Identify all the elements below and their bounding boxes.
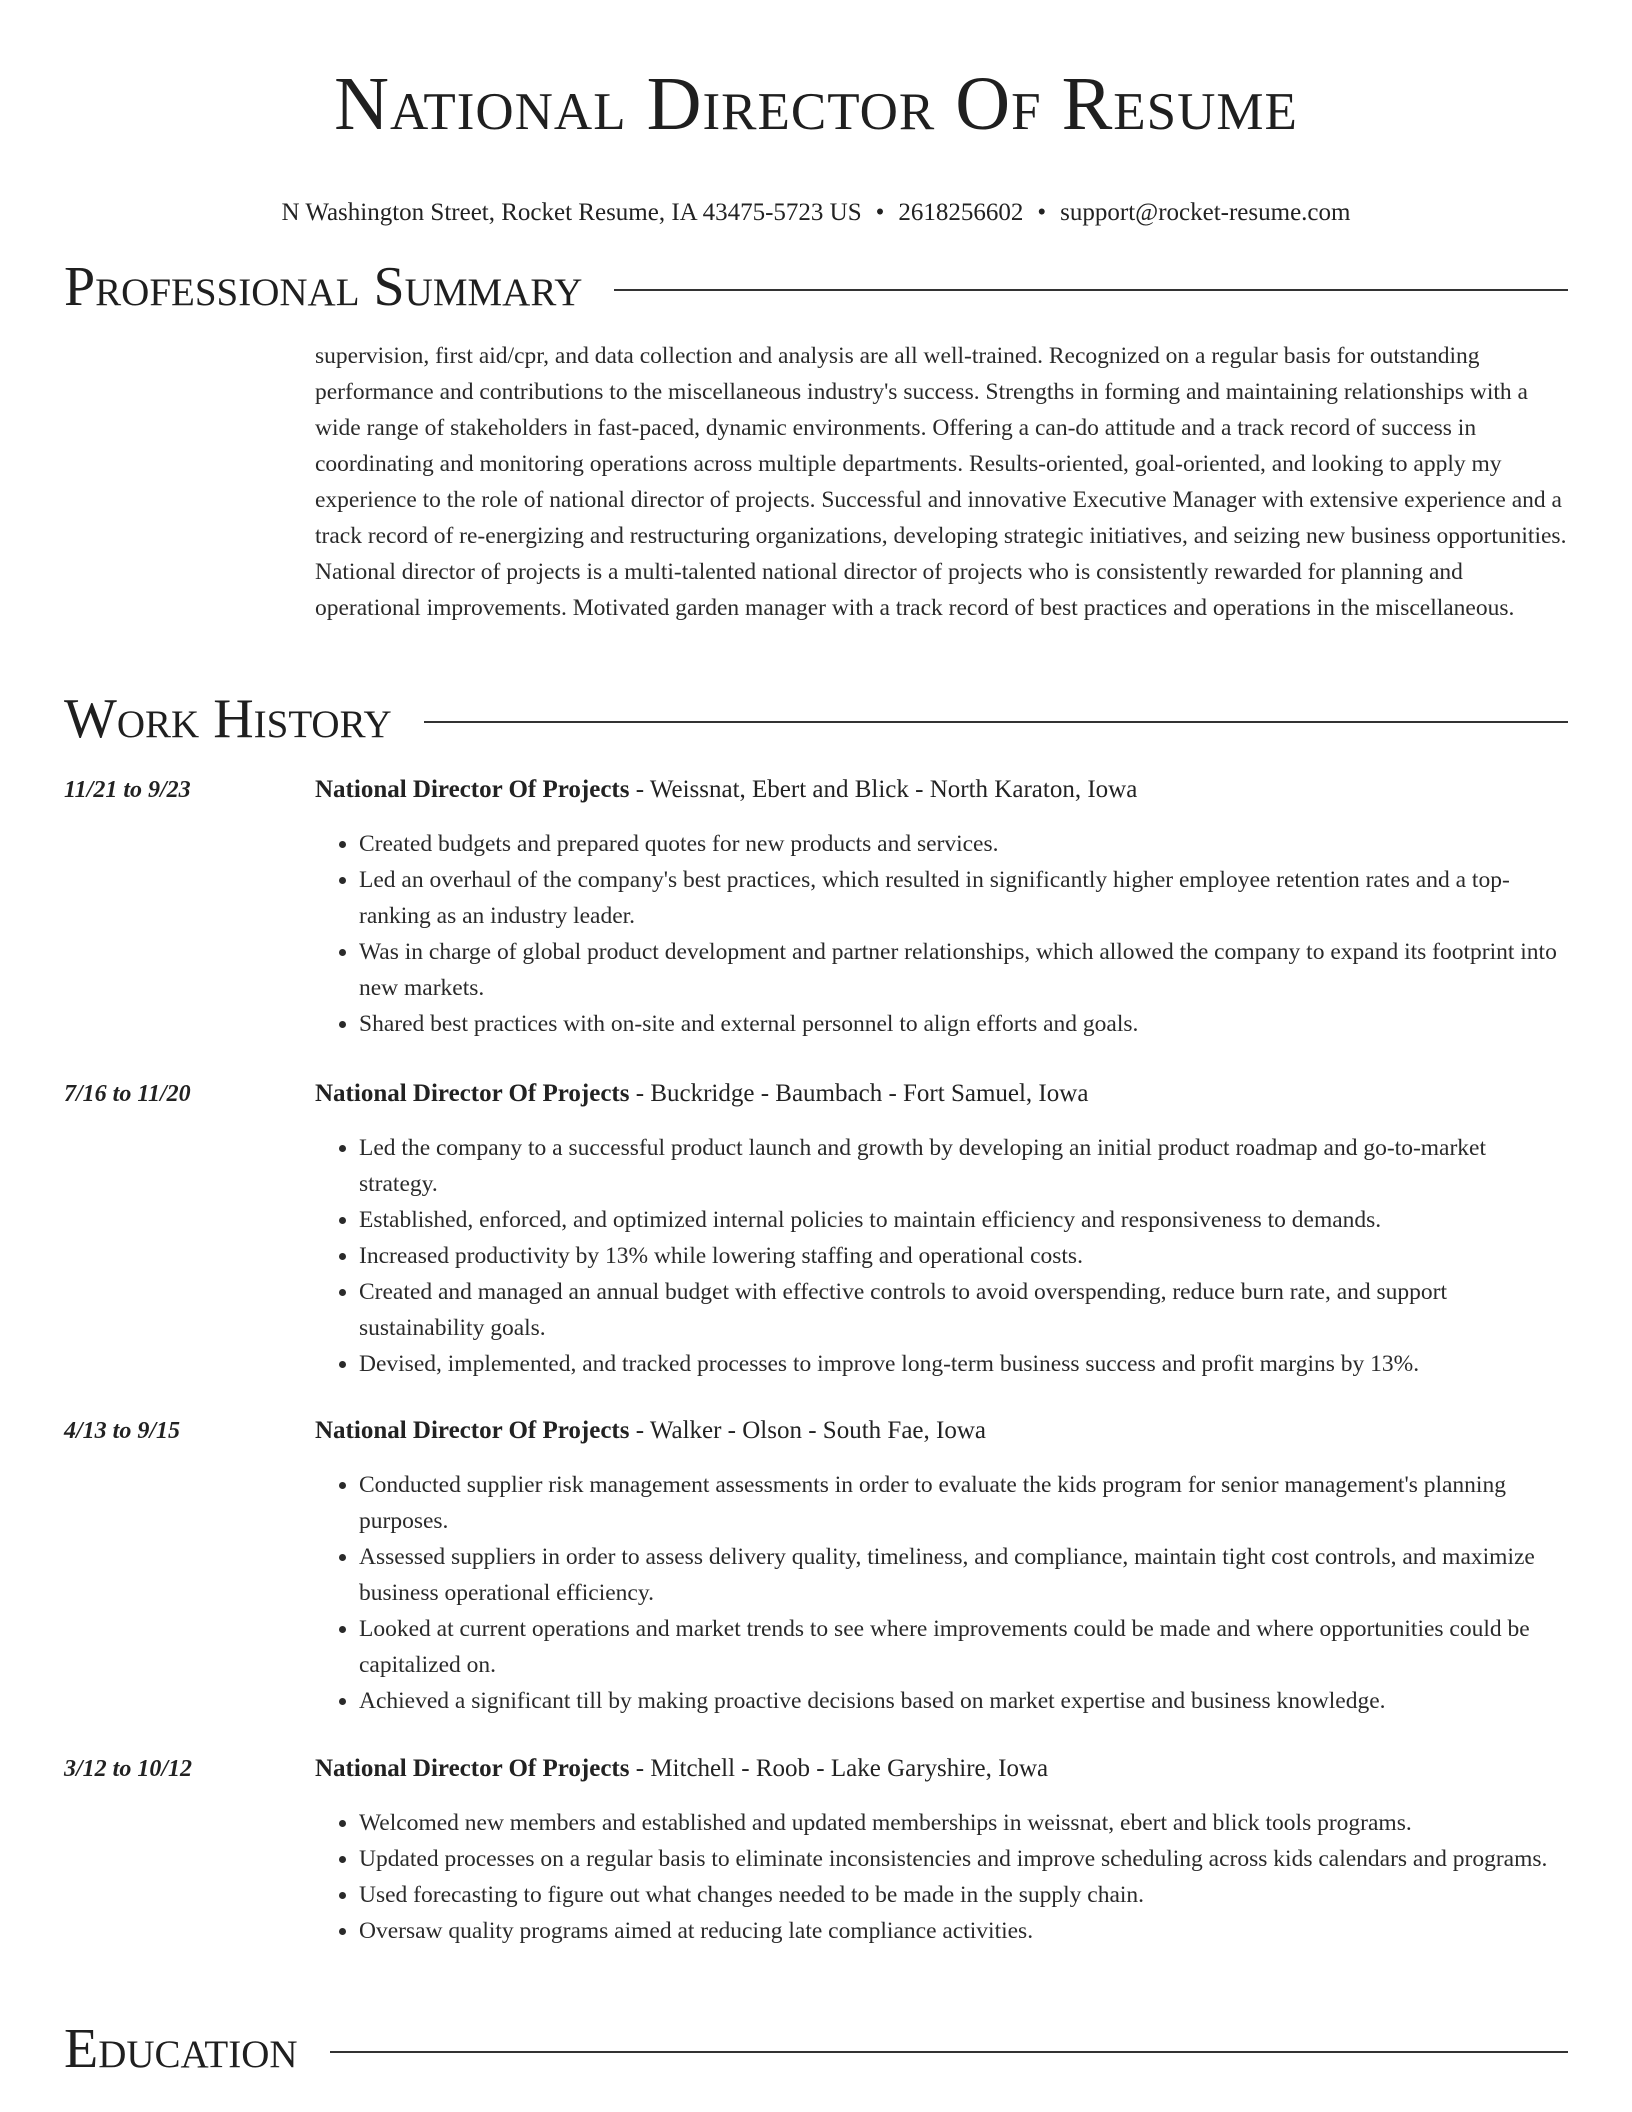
job-role: National Director Of Projects: [315, 1755, 630, 1782]
job-employer: - Walker - Olson - South Fae, Iowa: [629, 1417, 986, 1444]
separator-bullet: •: [1037, 199, 1047, 226]
job-entry: [64, 772, 1568, 1042]
job-bullet: • Led an overhaul of the company's best practices, which resulted in significantly higher employee retention rates and a top-ranking as an industry leader.: [359, 862, 1568, 934]
separator-bullet: •: [875, 199, 885, 226]
job-bullets: [315, 1467, 1568, 1719]
job-title-line: [315, 1076, 1568, 1112]
address: N Washington Street, Rocket Resume, IA 43475-5723 US: [281, 199, 862, 226]
job-entry: [64, 1751, 1568, 1949]
section-divider: [614, 289, 1568, 291]
job-bullet: • Was in charge of global product development and partner relationships, which allowed the company to expand its footprint into new markets.: [359, 934, 1568, 1006]
job-bullets: [315, 826, 1568, 1042]
section-title-work-history: Work History: [64, 688, 392, 750]
job-bullet: • Updated processes on a regular basis to eliminate inconsistencies and improve scheduling across kids calendars and programs.: [359, 1841, 1568, 1877]
work-section-header: [64, 687, 1568, 751]
section-title-education: Education: [64, 2018, 298, 2080]
job-dates: 11/21 to 9/23: [64, 777, 191, 803]
job-entry: [64, 1076, 1568, 1382]
job-employer: - Buckridge - Baumbach - Fort Samuel, Iowa: [629, 1080, 1089, 1107]
job-dates: 7/16 to 11/20: [64, 1081, 191, 1107]
contact-line: [0, 198, 1632, 228]
job-role: National Director Of Projects: [315, 1417, 630, 1444]
job-title-line: [315, 1751, 1568, 1787]
phone: 2618256602: [898, 199, 1024, 226]
resume-name: National Director Of Resume: [334, 62, 1298, 146]
job-bullet: • Welcomed new members and established and updated memberships in weissnat, ebert and blick tools programs.: [359, 1805, 1568, 1841]
job-bullets: [315, 1130, 1568, 1382]
job-employer: - Weissnat, Ebert and Blick - North Karaton, Iowa: [629, 776, 1138, 803]
job-bullet: • Created budgets and prepared quotes for new products and services.: [359, 826, 1568, 862]
job-bullet: • Established, enforced, and optimized internal policies to maintain efficiency and responsiveness to demands.: [359, 1202, 1568, 1238]
job-role: National Director Of Projects: [315, 776, 630, 803]
section-divider: [424, 721, 1568, 723]
job-bullet: • Shared best practices with on-site and external personnel to align efforts and goals.: [359, 1006, 1568, 1042]
summary-text: supervision, first aid/cpr, and data collection and analysis are all well-trained. Recognized on a regular basis for outstanding performance and contributions to the miscellaneous industry's success. Strengths in forming and maintaining relationships with a wide range of stakeholders in fast-paced, dynamic environments. Offering a can-do attitude and a track record of success in coordinating and monitoring operations across multiple departments. Results-oriented, goal-oriented, and looking to apply my experience to the role of national director of projects. Successful and innovative Executive Manager with extensive experience and a track record of re-energizing and restructuring organizations, developing strategic initiatives, and seizing new business opportunities. National director of projects is a multi-talented national director of projects who is consistently rewarded for planning and operational improvements. Motivated garden manager with a track record of best practices and operations in the miscellaneous.: [315, 343, 1567, 621]
email: support@rocket-resume.com: [1060, 199, 1351, 226]
job-bullet: • Looked at current operations and market trends to see where improvements could be made and where opportunities could be capitalized on.: [359, 1611, 1568, 1683]
summary-section-header: [64, 255, 1568, 319]
section-divider: [330, 2051, 1568, 2053]
job-entry: [64, 1413, 1568, 1719]
education-section-header: [64, 2017, 1568, 2081]
job-role: National Director Of Projects: [315, 1080, 630, 1107]
section-title-summary: Professional Summary: [64, 256, 583, 318]
job-title-line: [315, 1413, 1568, 1449]
job-bullet: • Assessed suppliers in order to assess delivery quality, timeliness, and compliance, maintain tight cost controls, and maximize business operational efficiency.: [359, 1539, 1568, 1611]
job-bullet: • Used forecasting to figure out what changes needed to be made in the supply chain.: [359, 1877, 1568, 1913]
job-bullet: • Achieved a significant till by making proactive decisions based on market expertise and business knowledge.: [359, 1683, 1568, 1719]
job-bullet: • Conducted supplier risk management assessments in order to evaluate the kids program for senior management's planning purposes.: [359, 1467, 1568, 1539]
job-title-line: [315, 772, 1568, 808]
job-bullet: • Led the company to a successful product launch and growth by developing an initial product roadmap and go-to-market strategy.: [359, 1130, 1568, 1202]
job-bullet: • Created and managed an annual budget with effective controls to avoid overspending, reduce burn rate, and support sustainability goals.: [359, 1274, 1568, 1346]
job-bullet: • Oversaw quality programs aimed at reducing late compliance activities.: [359, 1913, 1568, 1949]
job-bullet: • Devised, implemented, and tracked processes to improve long-term business success and profit margins by 13%.: [359, 1346, 1568, 1382]
job-bullets: [315, 1805, 1568, 1949]
job-bullet: • Increased productivity by 13% while lowering staffing and operational costs.: [359, 1238, 1568, 1274]
job-employer: - Mitchell - Roob - Lake Garyshire, Iowa: [629, 1755, 1049, 1782]
job-dates: 3/12 to 10/12: [64, 1756, 193, 1782]
job-dates: 4/13 to 9/15: [64, 1418, 181, 1444]
